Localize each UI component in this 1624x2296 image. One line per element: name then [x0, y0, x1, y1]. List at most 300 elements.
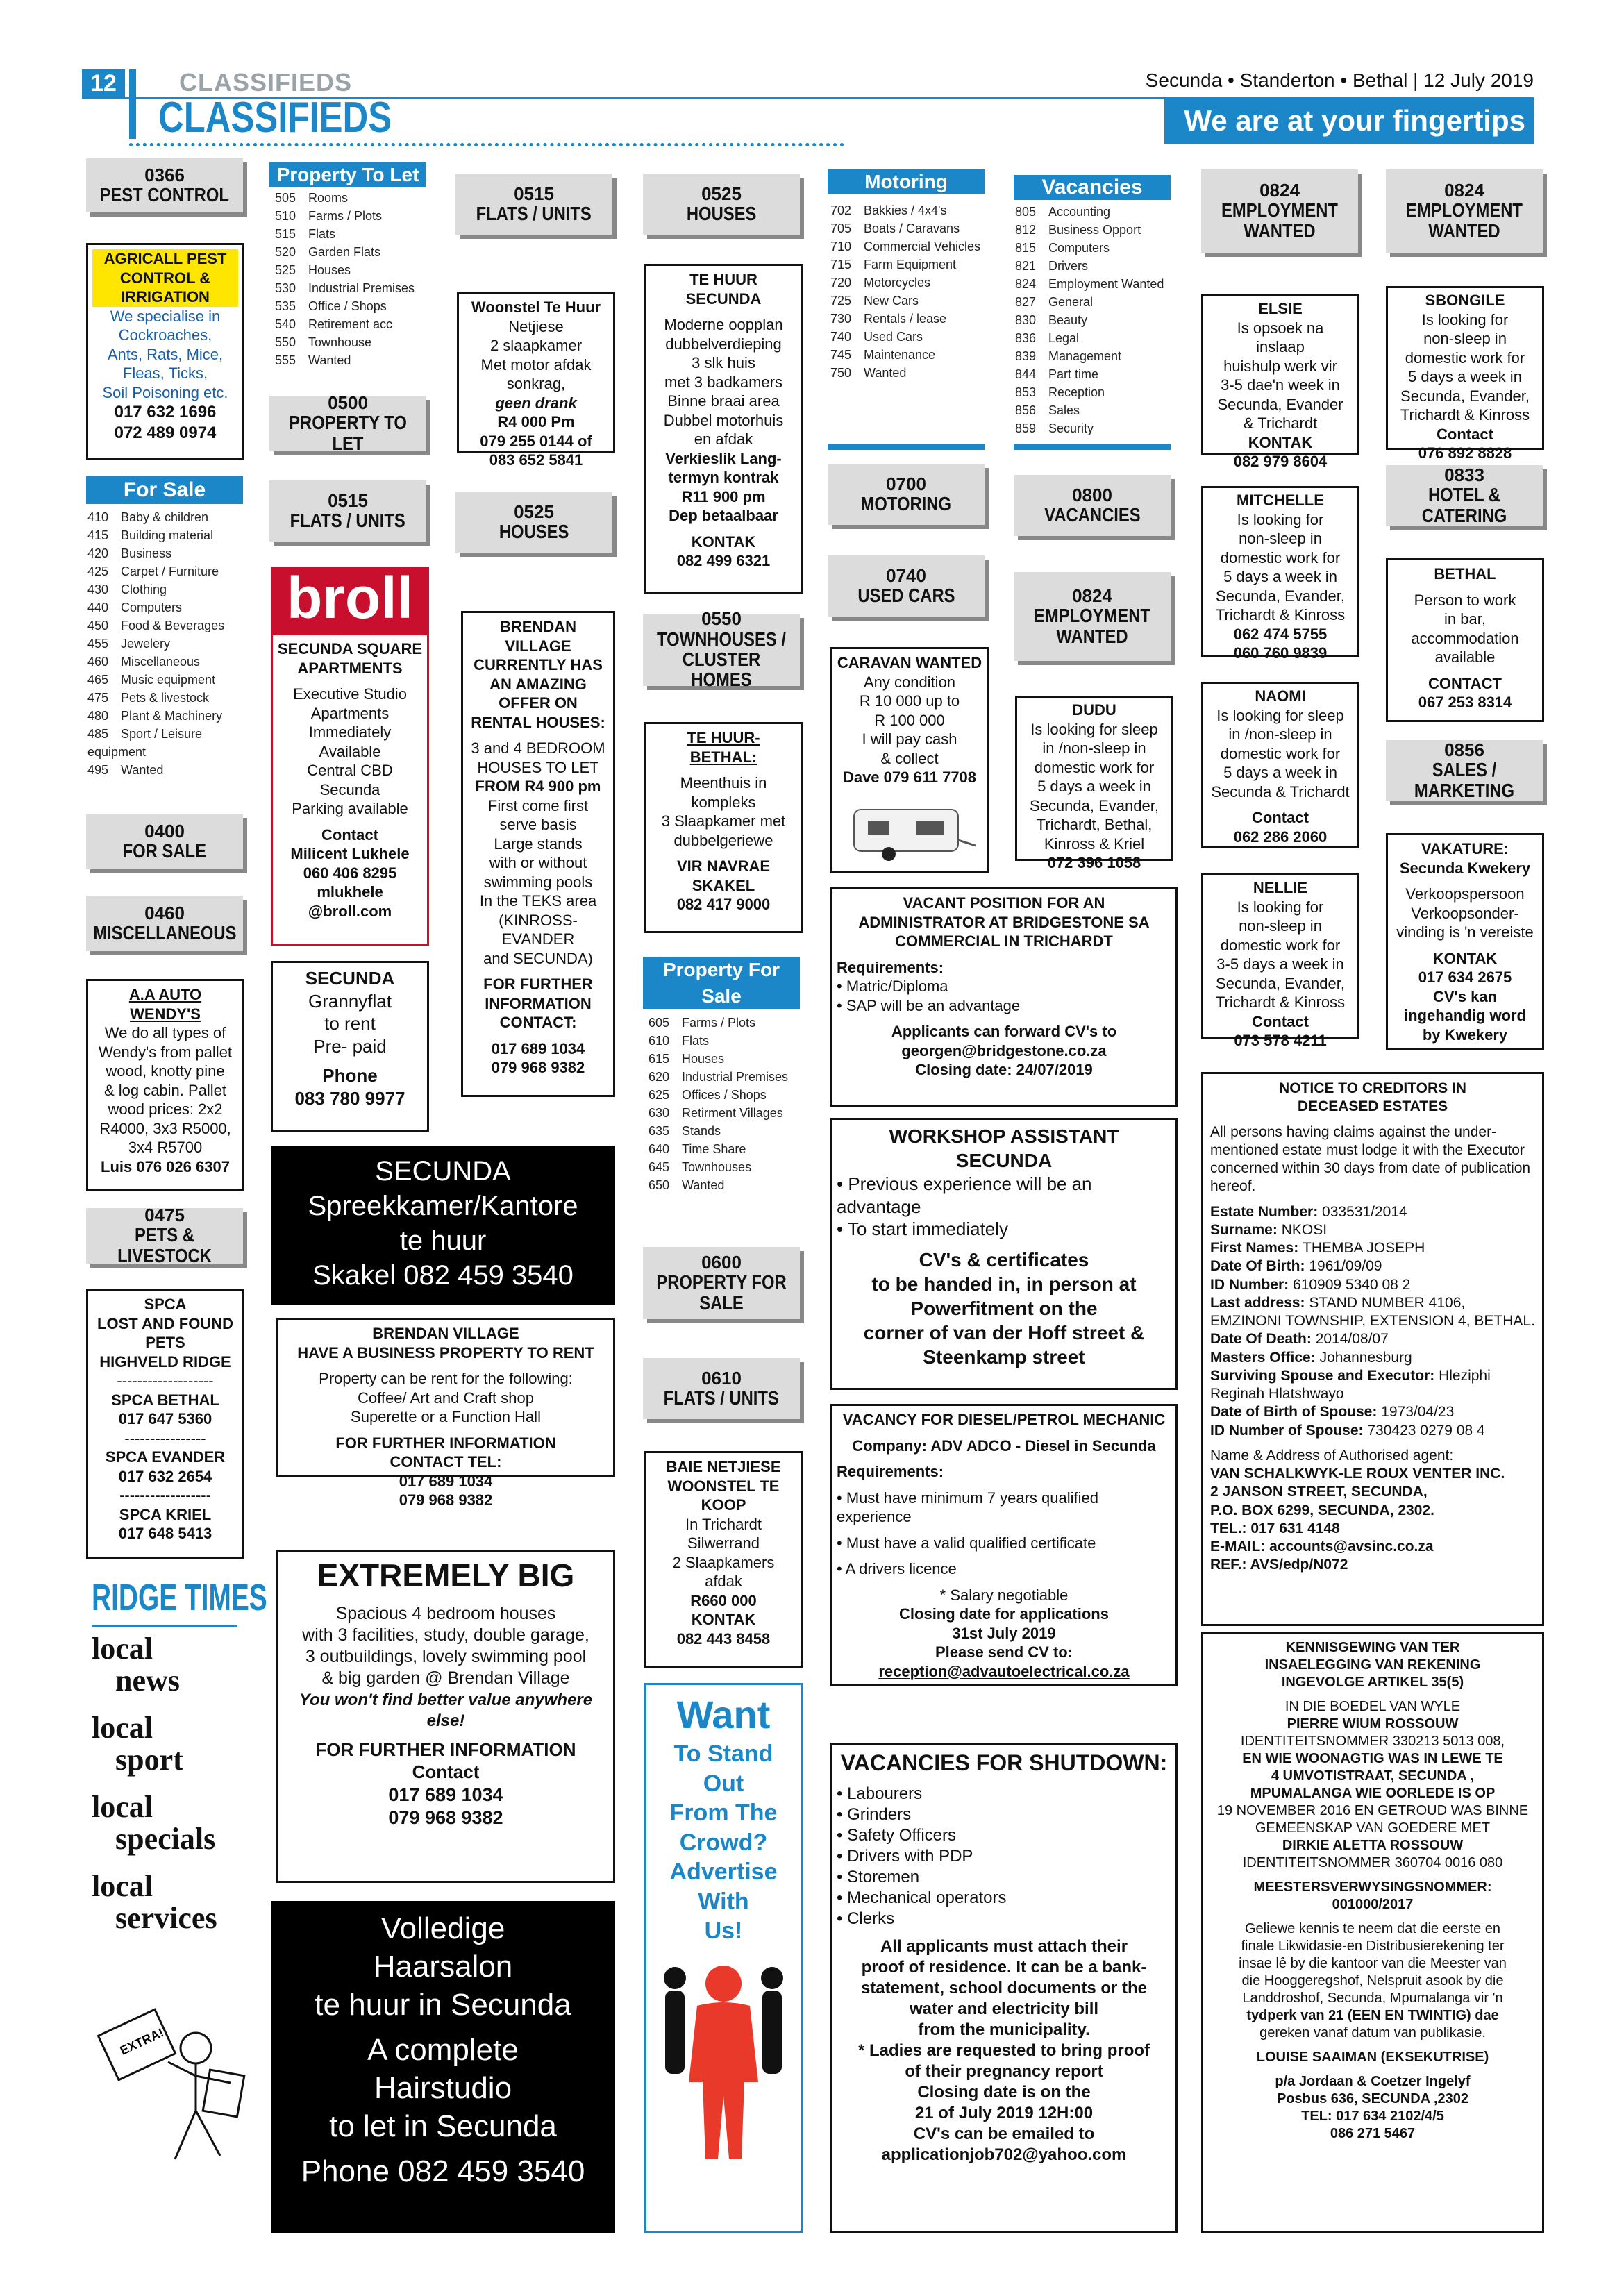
ad-line: Contact [412, 1761, 480, 1782]
ad-line: Dep betaalbaar [669, 507, 778, 524]
ad-line: by Kwekery [1422, 1025, 1508, 1044]
ad-line: ---------------- [124, 1429, 206, 1447]
category-0525-col3[interactable]: 0525 HOUSES [455, 492, 612, 553]
item-code: 555 [275, 353, 296, 367]
ad-line: ingehandig word [1404, 1007, 1526, 1024]
diesel-mechanic-ad[interactable] [830, 1404, 1178, 1686]
ad-line: You won't find better value anywhere else! [299, 1690, 593, 1730]
property-for-sale-item[interactable] [648, 1050, 808, 1068]
item-label: Used Cars [864, 330, 923, 344]
item-label: Maintenance [864, 348, 936, 362]
property-for-sale-item[interactable] [648, 1068, 808, 1086]
ad-line: • SAP will be an advantage [837, 996, 1021, 1014]
property-to-let-item[interactable] [275, 207, 435, 225]
item-label: Boats / Caravans [864, 221, 960, 235]
section-label-small: CLASSIFIEDS [179, 68, 353, 97]
item-label: Time Share [682, 1142, 746, 1156]
ad-line: 21 of July 2019 12H:00 [914, 2104, 1094, 2122]
ad-line: Any condition [863, 673, 956, 691]
vacancies-item[interactable] [1015, 239, 1175, 257]
vacancies-item[interactable] [1015, 311, 1175, 329]
ad-line: 017 648 5413 [118, 1525, 212, 1542]
category-0740[interactable]: 0740 USED CARS [828, 555, 985, 617]
category-0600[interactable]: 0600 PROPERTY FOR SALE [643, 1247, 800, 1319]
ad-line: SPCA [144, 1296, 187, 1313]
category-0515-col3[interactable]: 0515 FLATS / UNITS [455, 174, 612, 235]
item-code: 710 [830, 240, 852, 253]
for-sale-item[interactable] [87, 671, 247, 689]
ad-line: swimming pools [483, 873, 593, 891]
ridge-item-text: local [92, 1869, 153, 1903]
motoring-item[interactable] [830, 346, 990, 364]
ad-line: en afdak [694, 430, 753, 448]
ridge-item[interactable] [92, 1633, 251, 1697]
ridge-item[interactable] [92, 1712, 251, 1776]
ad-line: 017 689 1034 [491, 1039, 585, 1057]
for-sale-item[interactable] [87, 508, 247, 526]
standout-figure-icon [654, 1950, 793, 2165]
item-code: 839 [1015, 349, 1037, 363]
item-code: 440 [87, 601, 109, 614]
creditors-field [1210, 1276, 1535, 1294]
ad-line: 060 406 8295 [303, 864, 397, 882]
ad-line: Secunda [319, 780, 380, 798]
want-to-stand-out-ad[interactable] [644, 1683, 803, 2233]
brendan-business-ad[interactable] [276, 1318, 615, 1509]
field-label: Last address: [1210, 1294, 1309, 1311]
category-0525-col4[interactable]: 0525 HOUSES [643, 174, 800, 235]
item-label: Business Opport [1048, 223, 1141, 237]
ad-line: VIR NAVRAE [676, 857, 771, 875]
motoring-item[interactable] [830, 255, 990, 274]
ridge-item-text: sport [115, 1743, 183, 1777]
for-sale-item[interactable] [87, 526, 247, 544]
ad-line: Immediately [308, 723, 392, 741]
item-code: 510 [275, 209, 296, 223]
ad-line: domestic work for [1220, 744, 1341, 762]
property-to-let-item[interactable] [275, 333, 435, 351]
ad-line: 067 253 8314 [1418, 694, 1512, 711]
ad-line: Spreekkamer/Kantore [308, 1191, 578, 1221]
vacancies-header: Vacancies [1014, 175, 1171, 200]
field-label: Estate Number: [1210, 1203, 1323, 1220]
ad-line: VACANCY FOR DIESEL/PETROL MECHANIC [842, 1411, 1166, 1428]
vacancies-item[interactable] [1015, 257, 1175, 275]
property-for-sale-header: Property For Sale [643, 957, 800, 1009]
property-for-sale-item[interactable] [648, 1158, 808, 1176]
category-0400[interactable]: 0400 FOR SALE [86, 814, 243, 869]
ad-line: to be handed in, in person at [871, 1273, 1137, 1295]
ad-line: 086 271 5467 [1330, 2126, 1416, 2141]
ad-line: available [1434, 648, 1496, 666]
kennisgewing-notice[interactable] [1201, 1632, 1544, 2233]
motoring-item[interactable] [830, 201, 990, 219]
item-code: 460 [87, 655, 109, 669]
field-label: Date Of Death: [1210, 1331, 1316, 1348]
broll-apartments-ad[interactable] [271, 633, 429, 946]
ad-line: KENNISGEWING VAN TER [1285, 1640, 1460, 1655]
ad-line: te huur in Secunda [315, 1988, 571, 2022]
workshop-assistant-ad[interactable] [830, 1118, 1178, 1390]
property-for-sale-item[interactable] [648, 1104, 808, 1122]
ad-line: 079 968 9382 [388, 1807, 503, 1829]
ad-line: Is looking for sleep [1030, 720, 1158, 738]
creditors-field [1210, 1349, 1535, 1367]
creditors-title: DECEASED ESTATES [1297, 1098, 1448, 1115]
category-0824-col6[interactable]: 0824 EMPLOYMENT WANTED [1014, 572, 1171, 661]
elsie-ad[interactable] [1201, 294, 1359, 470]
ad-line: 4 UMVOTISTRAAT, SECUNDA , [1271, 1768, 1475, 1784]
ad-line: CONTROL & [92, 269, 238, 288]
vacancies-item[interactable] [1015, 275, 1175, 293]
ad-line: • Clerks [837, 1909, 895, 1928]
motoring-item[interactable] [830, 292, 990, 310]
spca-ad[interactable] [86, 1289, 244, 1559]
pest-control-ad[interactable] [86, 243, 244, 460]
ad-line: Contact [321, 826, 378, 844]
item-label: Pets & livestock [121, 691, 210, 705]
ad-line: R4000, 3x3 R5000, [99, 1119, 231, 1137]
ad-line: 082 417 9000 [676, 896, 771, 913]
category-0824-col7[interactable]: 0824 EMPLOYMENT WANTED [1201, 169, 1358, 253]
motoring-item[interactable] [830, 219, 990, 237]
property-for-sale-item[interactable] [648, 1122, 808, 1140]
item-label: Farms / Plots [682, 1016, 756, 1030]
for-sale-item[interactable] [87, 562, 247, 580]
item-code: 824 [1015, 277, 1037, 291]
category-0475[interactable]: 0475 PETS & LIVESTOCK [86, 1208, 243, 1264]
category-0515[interactable]: 0515 FLATS / UNITS [269, 480, 426, 542]
motoring-item[interactable] [830, 328, 990, 346]
property-to-let-item[interactable] [275, 225, 435, 243]
item-code: 480 [87, 709, 109, 723]
item-label: Business [121, 546, 172, 560]
category-0800[interactable]: 0800 VACANCIES [1014, 475, 1171, 536]
ad-line: 017 689 1034 [399, 1472, 493, 1490]
ridge-item-text: specials [115, 1822, 216, 1856]
creditors-field [1210, 1403, 1535, 1421]
ad-line: Steenkamp street [923, 1346, 1085, 1368]
vacancies-item[interactable] [1015, 221, 1175, 239]
item-label: Building material [121, 528, 214, 542]
motoring-list [830, 201, 990, 382]
ad-line: Landdroshof, Secunda, Mpumalanga vir 'n [1242, 1991, 1503, 2006]
item-code: 720 [830, 276, 852, 290]
ad-line: I will pay cash [862, 730, 957, 748]
category-0610[interactable]: 0610 FLATS / UNITS [643, 1358, 800, 1419]
item-label: New Cars [864, 294, 919, 308]
item-label: Plant & Machinery [121, 709, 223, 723]
property-to-let-item[interactable] [275, 243, 435, 261]
item-code: 525 [275, 263, 296, 277]
ad-line: with or without [489, 854, 587, 871]
newsboy-illustration [92, 2006, 251, 2173]
property-to-let-item[interactable] [275, 351, 435, 369]
for-sale-item[interactable] [87, 689, 247, 707]
ad-line: Luis 076 026 6307 [101, 1157, 230, 1175]
ad-line: INSAELEGGING VAN REKENING [1264, 1657, 1481, 1673]
item-code: 415 [87, 528, 109, 542]
item-code: 836 [1015, 331, 1037, 345]
te-huur-secunda-ad[interactable] [644, 264, 803, 594]
vacancies-item[interactable] [1015, 401, 1175, 419]
ad-line: Moderne oopplan [664, 316, 783, 333]
item-label: Reception [1048, 385, 1105, 399]
for-sale-item[interactable] [87, 580, 247, 598]
ridge-item[interactable] [92, 1791, 251, 1855]
field-value: STAND NUMBER 4106, EMZINONI TOWNSHIP, EXTENSION 4, BETHAL. [1210, 1294, 1535, 1329]
ad-line: Executive Studio [293, 685, 407, 703]
vacancies-item[interactable] [1015, 329, 1175, 347]
category-0550[interactable]: 0550 TOWNHOUSES / CLUSTER HOMES [643, 614, 800, 686]
for-sale-item[interactable] [87, 635, 247, 653]
item-code: 420 [87, 546, 109, 560]
ad-line: Parking available [292, 800, 408, 817]
item-code: 812 [1015, 223, 1037, 237]
ad-line: R4 000 Pm [497, 413, 575, 430]
ad-line: Secunda, Evander [1217, 395, 1343, 413]
ad-line: 5 days a week in [1037, 778, 1151, 795]
ad-line: 017 689 1034 [388, 1784, 503, 1805]
item-label: Wanted [308, 353, 351, 367]
ad-line: 5 days a week in [1223, 568, 1337, 585]
wendy-house-ad[interactable] [86, 979, 244, 1191]
motoring-item[interactable] [830, 237, 990, 255]
item-code: 540 [275, 317, 296, 331]
property-for-sale-item[interactable] [648, 1176, 808, 1194]
ad-line: 072 396 1058 [1047, 854, 1141, 871]
ad-line: 5 days a week in [1223, 764, 1337, 781]
sbongile-ad[interactable] [1386, 286, 1544, 462]
item-code: 750 [830, 366, 852, 380]
ad-line: 062 474 5755 [1233, 625, 1328, 643]
item-code: 645 [648, 1160, 670, 1174]
ad-line: to let in Secunda [329, 2109, 557, 2143]
naomi-ad[interactable] [1201, 682, 1359, 848]
property-for-sale-item[interactable] [648, 1086, 808, 1104]
property-to-let-item[interactable] [275, 189, 435, 207]
ad-line: Milicent Lukhele [290, 845, 410, 862]
ad-line: afdak [705, 1573, 742, 1590]
category-0700[interactable]: 0700 MOTORING [828, 464, 985, 525]
ad-line: 060 760 9839 [1233, 644, 1328, 662]
property-for-sale-item[interactable] [648, 1032, 808, 1050]
item-label: General [1048, 295, 1094, 309]
ad-line: SPCA EVANDER [105, 1448, 226, 1466]
ad-line: water and electricity bill [909, 2000, 1099, 2018]
grannyflat-ad[interactable] [271, 961, 429, 1132]
ad-line: CURRENTLY HAS [474, 656, 603, 673]
notice-to-creditors[interactable] [1201, 1072, 1544, 1626]
ad-line: KOOP [701, 1496, 746, 1514]
ad-line: Meenthuis in [680, 774, 767, 791]
ad-line: KONTAK [691, 1611, 756, 1628]
baie-netjiese-woonstel-ad[interactable] [644, 1451, 803, 1668]
ad-line: domestic work for [1405, 349, 1525, 367]
item-code: 430 [87, 583, 109, 596]
creditors-field [1210, 1367, 1535, 1404]
ad-line: Contact [1252, 1012, 1309, 1030]
property-to-let-item[interactable] [275, 297, 435, 315]
ad-line: te huur [399, 1225, 487, 1256]
vacancies-shutdown-ad[interactable] [830, 1743, 1178, 2233]
ad-line: Person to work [1414, 591, 1516, 609]
ad-line: • Grinders [837, 1805, 912, 1824]
ad-line: Met motor afdak [480, 355, 592, 374]
vacancies-item[interactable] [1015, 203, 1175, 221]
ad-line: SECUNDA [685, 290, 762, 308]
ad-line: & Trichardt [1243, 414, 1318, 432]
ad-line: CONTACT: [499, 1014, 577, 1031]
field-label: ID Number: [1210, 1276, 1294, 1293]
vakature-ad[interactable] [1386, 833, 1544, 1050]
item-code: 605 [648, 1016, 670, 1030]
tagline: We are at your fingertips [1164, 97, 1534, 144]
ad-line: Trichardt & Kinross [1215, 994, 1346, 1011]
item-code: 730 [830, 312, 852, 326]
vacancies-item[interactable] [1015, 347, 1175, 365]
motoring-item[interactable] [830, 274, 990, 292]
ad-line: Coffee/ Art and Craft shop [358, 1389, 534, 1407]
item-label: Townhouse [308, 335, 372, 349]
ad-line: Geliewe kennis te neem dat die eerste en [1245, 1921, 1500, 1936]
ad-line: statement, school documents or the [860, 1979, 1148, 1997]
item-label: Stands [682, 1124, 721, 1138]
ad-line: 062 286 2060 [1233, 828, 1328, 846]
for-sale-item[interactable] [87, 761, 247, 779]
for-sale-item[interactable] [87, 707, 247, 725]
mitchelle-ad[interactable] [1201, 486, 1359, 662]
creditors-footer: Name & Address of Authorised agent: [1210, 1447, 1454, 1464]
ad-line: wood prices: 2x2 [108, 1100, 223, 1118]
ad-line: SECUNDA [375, 1156, 511, 1187]
ad-line: HIGHVELD RIDGE [99, 1352, 231, 1371]
motoring-item[interactable] [830, 364, 990, 382]
ad-line: EN WIE WOONAGTIG WAS IN LEWE TE [1242, 1751, 1503, 1766]
creditors-footer: E-MAIL: accounts@avsinc.co.za [1210, 1539, 1434, 1555]
want-ad-line: Out [703, 1770, 744, 1797]
field-value: Johannesburg [1319, 1349, 1412, 1366]
property-to-let-item[interactable] [275, 279, 435, 297]
ad-line: COMMERCIAL IN TRICHARDT [895, 932, 1113, 950]
ad-line: Cockroaches, [118, 326, 212, 344]
ad-line: SECUNDA [305, 968, 395, 989]
category-0833[interactable]: 0833 HOTEL & CATERING [1386, 465, 1543, 526]
extremely-big-ad[interactable] [276, 1550, 615, 1883]
item-label: Retirement acc [308, 317, 393, 331]
te-huur-bethal-ad[interactable] [644, 722, 803, 933]
page-number: 12 [82, 69, 125, 97]
ad-line: Closing date for applications [899, 1605, 1109, 1623]
category-0824-col8[interactable]: 0824 EMPLOYMENT WANTED [1386, 169, 1543, 253]
ad-line: NELLIE [1253, 879, 1308, 896]
ad-line: SPCA BETHAL [111, 1391, 219, 1409]
category-0460[interactable]: 0460 MISCELLANEOUS [86, 896, 243, 951]
creditors-footer: VAN SCHALKWYK-LE ROUX VENTER INC. [1210, 1466, 1505, 1482]
for-sale-item[interactable] [87, 544, 247, 562]
ad-line: • To start immediately [837, 1218, 1009, 1239]
ad-line: • A drivers licence [837, 1560, 957, 1577]
item-label: Security [1048, 421, 1094, 435]
property-to-let-item[interactable] [275, 261, 435, 279]
woonstel-ad[interactable] [457, 292, 615, 469]
vacancies-item[interactable] [1015, 293, 1175, 311]
ad-line: IDENTITEITSNOMMER 360704 0016 080 [1242, 1855, 1503, 1870]
nellie-ad[interactable] [1201, 873, 1359, 1049]
item-label: Farm Equipment [864, 258, 957, 271]
hair-salon-ad[interactable] [271, 1901, 615, 2233]
ad-line: and SECUNDA) [483, 949, 593, 967]
category-0366[interactable]: 0366 PEST CONTROL [86, 158, 243, 212]
ad-line: Company: ADV ADCO - Diesel in Secunda [852, 1436, 1156, 1455]
property-to-let-item[interactable] [275, 315, 435, 333]
ad-line: In Trichardt [685, 1515, 762, 1533]
ad-line: NAOMI [1255, 687, 1306, 705]
for-sale-item[interactable] [87, 617, 247, 635]
ridge-item[interactable] [92, 1870, 251, 1934]
ad-line: We specialise in [110, 307, 221, 325]
item-code: 856 [1015, 403, 1037, 417]
item-label: Wanted [864, 366, 907, 380]
property-for-sale-item[interactable] [648, 1140, 808, 1158]
for-sale-header: For Sale [86, 476, 243, 504]
vacancies-item[interactable] [1015, 365, 1175, 383]
ad-line: DIRKIE ALETTA ROSSOUW [1282, 1838, 1464, 1853]
spreekkamer-ad[interactable] [271, 1146, 615, 1305]
dudu-ad[interactable] [1015, 696, 1173, 871]
ad-line: KONTAK [691, 533, 756, 551]
header-accent-bar [129, 69, 136, 139]
ad-line: 3-5 days a week in [1216, 955, 1344, 973]
category-0856[interactable]: 0856 SALES / MARKETING [1386, 740, 1543, 801]
field-value: 2014/08/07 [1315, 1331, 1389, 1348]
bridgestone-administrator-ad[interactable] [830, 887, 1178, 1107]
item-label: Computers [121, 601, 183, 614]
ad-line: BRENDAN [500, 618, 576, 635]
for-sale-item[interactable] [87, 598, 247, 617]
want-ad-line: Advertise [669, 1859, 778, 1885]
ad-line: insae lê by die kantoor van die Meester van [1239, 1956, 1507, 1971]
item-label: Sales [1048, 403, 1080, 417]
motoring-item[interactable] [830, 310, 990, 328]
for-sale-item[interactable] [87, 653, 247, 671]
vacancies-item[interactable] [1015, 383, 1175, 401]
ad-line: geen drank [495, 394, 577, 412]
item-label: Rooms [308, 191, 349, 205]
ad-line: DUDU [1072, 701, 1116, 719]
ad-line: serve basis [499, 816, 577, 833]
field-label: First Names: [1210, 1240, 1303, 1256]
category-0500[interactable]: 0500 PROPERTY TO LET [269, 396, 426, 451]
item-code: 640 [648, 1142, 670, 1156]
for-sale-item[interactable] [87, 725, 247, 761]
ridge-item-text: local [92, 1790, 153, 1824]
field-value: 610909 5340 08 2 [1293, 1276, 1411, 1293]
bethal-bar-ad[interactable] [1386, 558, 1544, 722]
property-for-sale-item[interactable] [648, 1014, 808, 1032]
vacancies-item[interactable] [1015, 419, 1175, 437]
ad-line: SPCA KRIEL [119, 1505, 212, 1523]
field-value: 1961/09/09 [1309, 1258, 1382, 1275]
item-label: Rentals / lease [864, 312, 947, 326]
brendan-village-rental-ad[interactable] [461, 611, 615, 1097]
ad-line: domestic work for [1034, 758, 1155, 776]
item-code: 635 [648, 1124, 670, 1138]
ad-line: Secunda Kwekery [1399, 859, 1531, 877]
field-value: 730423 0279 08 4 [1367, 1422, 1485, 1439]
ad-line: IN DIE BOEDEL VAN WYLE [1284, 1699, 1461, 1714]
ad-line: 082 443 8458 [676, 1629, 771, 1648]
